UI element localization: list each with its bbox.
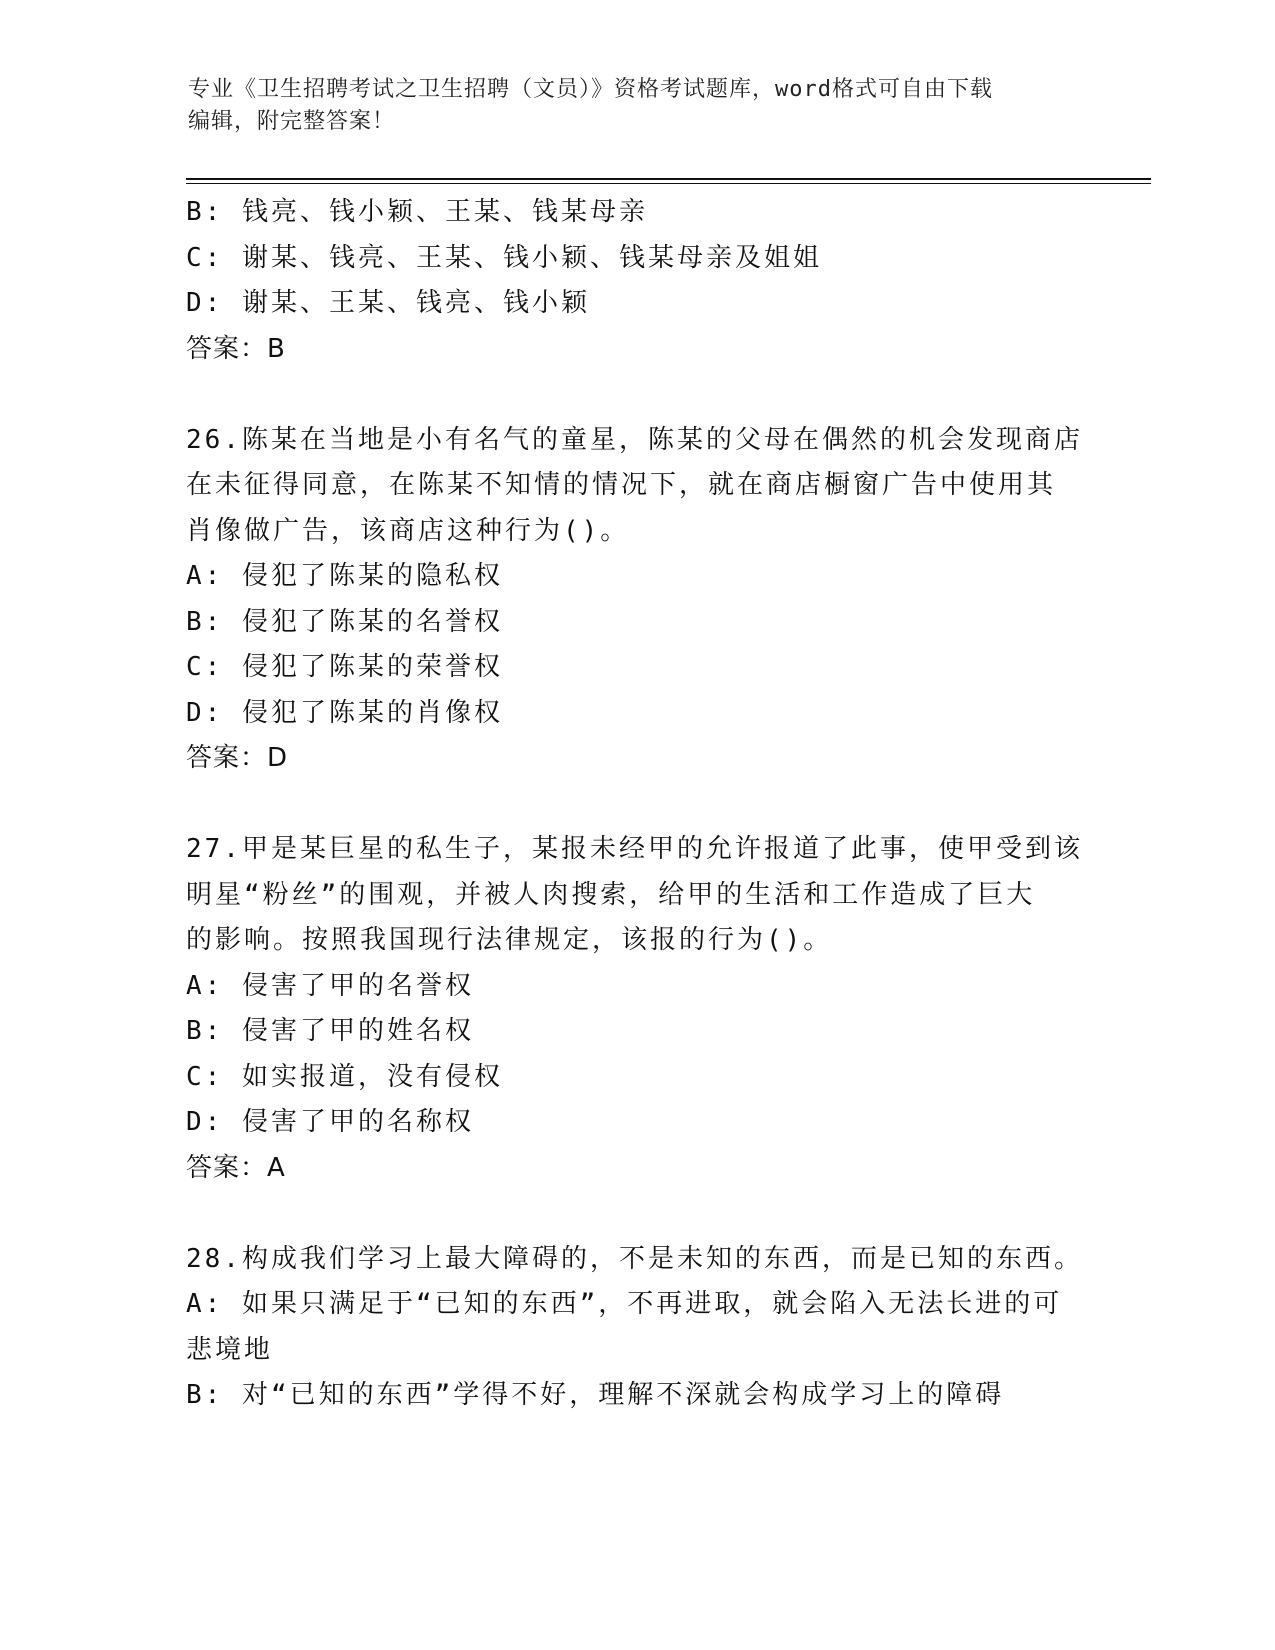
answer: 答案：B [186, 333, 286, 364]
option-b: B: 钱亮、钱小颖、王某、钱某母亲 [186, 197, 648, 227]
question-stem-line: 肖像做广告，该商店这种行为()。 [186, 515, 630, 546]
option-c: C: 侵犯了陈某的荣誉权 [186, 652, 503, 682]
option-a: A: 侵犯了陈某的隐私权 [186, 561, 503, 591]
question-26 [186, 418, 1086, 782]
header-rule-thin [186, 183, 1151, 184]
page-header [188, 74, 1088, 138]
option-c: C: 谢某、钱亮、王某、钱小颖、钱某母亲及姐姐 [186, 242, 822, 273]
option-b: B: 侵犯了陈某的名誉权 [186, 606, 503, 637]
option-c: C: 如实报道，没有侵权 [186, 1061, 503, 1092]
option-d: D: 侵犯了陈某的肖像权 [186, 697, 503, 728]
option-d: D: 谢某、王某、钱亮、钱小颖 [186, 288, 590, 318]
option-b: B: 对“已知的东西”学得不好，理解不深就会构成学习上的障碍 [186, 1380, 1005, 1410]
question-stem-line: 在未征得同意，在陈某不知情的情况下，就在商店橱窗广告中使用其 [186, 470, 1057, 500]
spacer [186, 1191, 1086, 1237]
question-stem-line: 的影响。按照我国现行法律规定，该报的行为()。 [186, 925, 833, 955]
question-27 [186, 827, 1086, 1191]
question-25-tail [186, 190, 1086, 372]
question-list [186, 190, 1086, 1419]
answer: 答案：A [186, 1152, 286, 1183]
header-line-2: 编辑，附完整答案！ [188, 109, 396, 134]
option-a: A: 如果只满足于“已知的东西”，不再进取，就会陷入无法长进的可 [186, 1289, 1063, 1319]
header-rule-thick [186, 178, 1151, 180]
question-28 [186, 1237, 1086, 1419]
answer: 答案：D [186, 743, 289, 773]
question-stem-line: 27.甲是某巨星的私生子，某报未经甲的允许报道了此事，使甲受到该 [186, 834, 1083, 864]
spacer [186, 782, 1086, 828]
option-a: A: 侵害了甲的名誉权 [186, 970, 474, 1001]
question-stem-line: 26.陈某在当地是小有名气的童星，陈某的父母在偶然的机会发现商店 [186, 424, 1083, 455]
header-line-1: 专业《卫生招聘考试之卫生招聘（文员）》资格考试题库，word格式可自由下载 [188, 77, 993, 102]
option-a-continued: 悲境地 [186, 1334, 274, 1365]
option-d: D: 侵害了甲的名称权 [186, 1107, 474, 1137]
question-stem-line: 明星“粉丝”的围观，并被人肉搜索，给甲的生活和工作造成了巨大 [186, 879, 1036, 910]
question-stem-line: 28.构成我们学习上最大障碍的，不是未知的东西，而是已知的东西。 [186, 1243, 1083, 1274]
option-b: B: 侵害了甲的姓名权 [186, 1016, 474, 1046]
spacer [186, 372, 1086, 418]
